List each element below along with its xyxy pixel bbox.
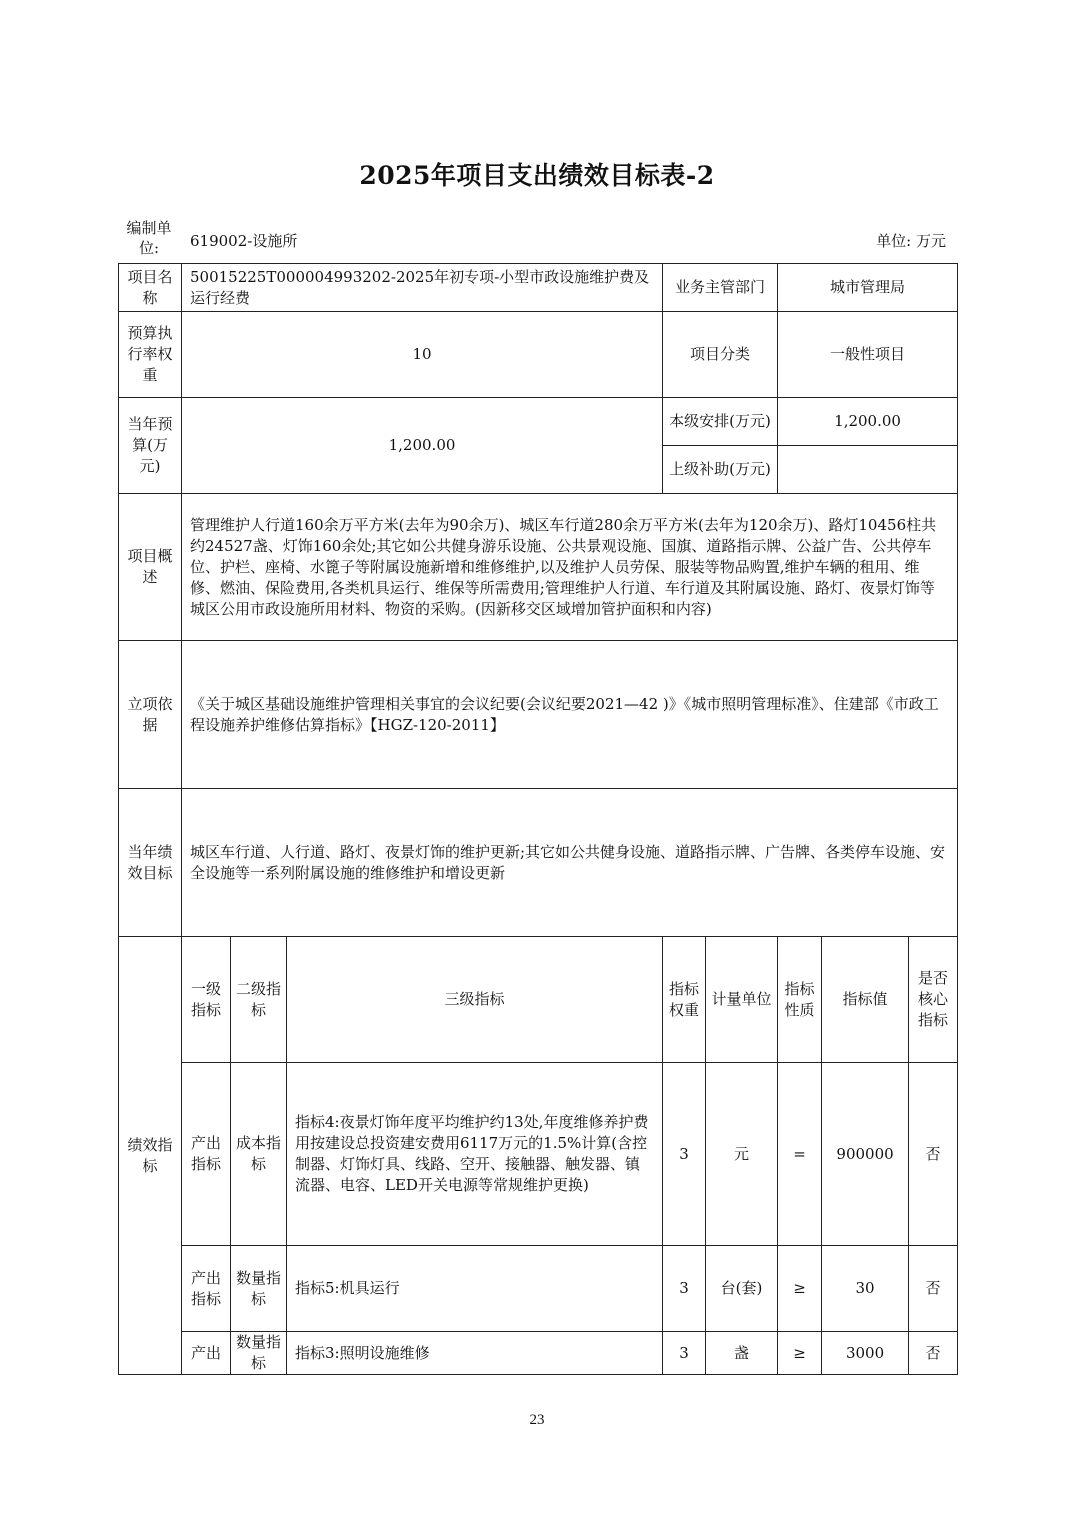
indicator-value: 900000 [822,1063,909,1246]
budget-weight-row [119,312,958,398]
superior-value [778,446,958,494]
indicator-weight: 3 [663,1332,706,1375]
indicator-weight: 3 [663,1246,706,1332]
header-weight: 指标权重 [663,937,706,1063]
indicator-unit: 盏 [706,1332,778,1375]
dept-value: 城市管理局 [778,264,958,312]
local-label: 本级安排(万元) [663,398,778,446]
overview-row [119,494,958,641]
indicator-level2: 成本指标 [231,1063,287,1246]
header-nature: 指标性质 [778,937,822,1063]
header-value: 指标值 [822,937,909,1063]
indicator-nature: = [778,1063,822,1246]
local-value: 1,200.00 [778,398,958,446]
indicator-level3: 指标3:照明设施维修 [287,1332,663,1375]
unit-label: 编制单位: [126,219,172,257]
indicator-level1: 产出指标 [182,1246,231,1332]
header-level2: 二级指标 [231,937,287,1063]
category-value: 一般性项目 [778,312,958,398]
indicator-level3: 指标4:夜景灯饰年度平均维护约13处,年度维修养护费用按建设总投资建安费用6117万元的1.5%计算(含控制器、灯饰灯具、线路、空开、接触器、触发器、镇流器、电容、LED开关电源等常规维护更换) [287,1063,663,1246]
table-row [119,1246,958,1332]
page-title: 2025年项目支出绩效目标表-2 [359,161,715,190]
header-core: 是否核心指标 [909,937,958,1063]
indicator-level2: 数量指标 [231,1332,287,1375]
indicator-core: 否 [909,1332,958,1375]
table-row [119,1332,958,1375]
goal-label: 当年绩效目标 [119,789,182,937]
dept-label: 业务主管部门 [663,264,778,312]
overview-label: 项目概述 [119,494,182,641]
category-label: 项目分类 [663,312,778,398]
superior-label: 上级补助(万元) [663,446,778,494]
indicator-nature: ≥ [778,1332,822,1375]
header-level3: 三级指标 [287,937,663,1063]
annual-budget-row [119,398,958,446]
project-name-row [119,264,958,312]
indicator-weight: 3 [663,1063,706,1246]
budget-weight-label: 预算执行率权重 [119,312,182,398]
goal-value: 城区车行道、人行道、路灯、夜景灯饰的维护更新;其它如公共健身设施、道路指示牌、广告牌、各类停车设施、安全设施等一系列附属设施的维修维护和增设更新 [182,789,958,937]
indicator-level2: 数量指标 [231,1246,287,1332]
indicator-core: 否 [909,1063,958,1246]
project-name-label: 项目名称 [119,264,182,312]
indicator-core: 否 [909,1246,958,1332]
indicator-value: 3000 [822,1332,909,1375]
basis-row [119,641,958,789]
project-name-value: 50015225T000004993202-2025年初专项-小型市政设施维护费及运行经费 [182,264,663,312]
unit-value: 619002-设施所 [190,232,298,250]
annual-budget-label: 当年预算(万元) [119,398,182,494]
goal-row [119,789,958,937]
performance-table [118,263,958,1375]
indicator-value: 30 [822,1246,909,1332]
indicator-header-row [119,937,958,1063]
basis-label: 立项依据 [119,641,182,789]
indicator-unit: 元 [706,1063,778,1246]
table-row [119,1063,958,1246]
money-unit: 单位: 万元 [876,232,946,250]
overview-value: 管理维护人行道160余万平方米(去年为90余万)、城区车行道280余万平方米(去年为120余万)、路灯10456柱共约24527盏、灯饰160余处;其它如公共健身游乐设施、公共景观设施、国旗、道路指示牌、公益广告、公共停车位、护栏、座椅、水篦子等附属设施新增和维修维护,以及维护人员劳保、服装等物品购置,维护车辆的租用、维修、燃油、保险费用,各类机具运行、维保等所需费用;管理维护人行道、车行道及其附属设施、路灯、夜景灯饰等城区公用市政设施所用材料、物资的采购。(因新移交区域增加管护面积和内容) [182,494,958,641]
indicator-level3: 指标5:机具运行 [287,1246,663,1332]
indicator-unit: 台(套) [706,1246,778,1332]
indicator-level1: 产出指标 [182,1063,231,1246]
page-number: 23 [529,1412,545,1428]
indicators-label: 绩效指标 [119,937,182,1375]
basis-value: 《关于城区基础设施维护管理相关事宜的会议纪要(会议纪要2021—42 )》《城市照明管理标准》、住建部《市政工程设施养护维修估算指标》【HGZ-120-2011】 [182,641,958,789]
indicator-nature: ≥ [778,1246,822,1332]
indicator-level1: 产出 [182,1332,231,1375]
annual-budget-value: 1,200.00 [182,398,663,494]
header-unit: 计量单位 [706,937,778,1063]
budget-weight-value: 10 [182,312,663,398]
header-level1: 一级指标 [182,937,231,1063]
